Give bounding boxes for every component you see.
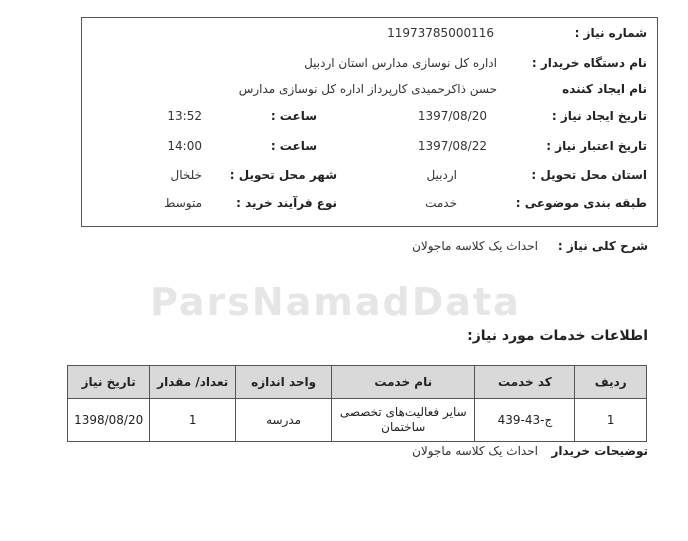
watermark: ParsNamadData bbox=[150, 280, 521, 324]
services-header-row bbox=[68, 366, 647, 399]
row-validity bbox=[82, 139, 657, 163]
buyer-notes-label: توضیحات خریدار bbox=[551, 444, 648, 458]
cell-service-name: سایر فعالیت‌های تخصصی ساختمان bbox=[332, 399, 475, 442]
cell-service-code: ج-43-439 bbox=[475, 399, 575, 442]
row-creator bbox=[82, 82, 657, 106]
need-number-value: 11973785000116 bbox=[387, 26, 494, 40]
col-header-service-name: نام خدمت bbox=[332, 366, 475, 399]
row-need-number bbox=[82, 26, 657, 50]
cell-row-number: 1 bbox=[575, 399, 647, 442]
validity-time-value: 14:00 bbox=[167, 139, 202, 153]
creator-label: نام ایجاد کننده bbox=[562, 82, 647, 96]
city-label: شهر محل تحویل : bbox=[229, 168, 337, 182]
city-value: خلخال bbox=[170, 168, 202, 182]
validity-time-label: ساعت : bbox=[270, 139, 317, 153]
process-label: نوع فرآیند خرید : bbox=[236, 196, 337, 210]
category-value: خدمت bbox=[425, 196, 457, 210]
row-created bbox=[82, 109, 657, 133]
category-label: طبقه بندی موضوعی : bbox=[515, 196, 647, 210]
province-value: اردبیل bbox=[426, 168, 457, 182]
col-header-service-code: کد خدمت bbox=[475, 366, 575, 399]
services-title: اطلاعات خدمات مورد نیاز: bbox=[467, 328, 648, 344]
services-table bbox=[67, 365, 647, 442]
row-location bbox=[82, 168, 657, 192]
row-category bbox=[82, 196, 657, 220]
cell-unit: مدرسه bbox=[236, 399, 332, 442]
created-time-label: ساعت : bbox=[270, 109, 317, 123]
validity-date-value: 1397/08/22 bbox=[417, 139, 487, 153]
created-date-label: تاریخ ایجاد نیاز : bbox=[551, 109, 647, 123]
col-header-row-number: ردیف bbox=[575, 366, 647, 399]
col-header-need-date: تاریخ نیاز bbox=[68, 366, 150, 399]
col-header-unit: واحد اندازه bbox=[236, 366, 332, 399]
summary-label: شرح کلی نیاز : bbox=[557, 239, 648, 253]
creator-value: حسن ذاکرحمیدی کارپرداز اداره کل نوسازی مدارس bbox=[238, 82, 497, 96]
buyer-org-value: اداره کل نوسازی مدارس استان اردبیل bbox=[304, 56, 497, 70]
summary-value: احداث یک کلاسه ماجولان bbox=[412, 239, 538, 253]
created-date-value: 1397/08/20 bbox=[417, 109, 487, 123]
buyer-notes-value: احداث یک کلاسه ماجولان bbox=[412, 444, 538, 458]
row-buyer-org bbox=[82, 56, 657, 80]
process-value: متوسط bbox=[164, 196, 202, 210]
table-row bbox=[68, 399, 647, 442]
cell-quantity: 1 bbox=[150, 399, 236, 442]
need-info-box bbox=[81, 17, 658, 227]
buyer-org-label: نام دستگاه خریدار : bbox=[531, 56, 647, 70]
cell-need-date: 1398/08/20 bbox=[68, 399, 150, 442]
province-label: استان محل تحویل : bbox=[531, 168, 647, 182]
created-time-value: 13:52 bbox=[167, 109, 202, 123]
validity-date-label: تاریخ اعتبار نیاز : bbox=[546, 139, 647, 153]
need-number-label: شماره نیاز : bbox=[574, 26, 647, 40]
col-header-quantity: تعداد/ مقدار bbox=[150, 366, 236, 399]
